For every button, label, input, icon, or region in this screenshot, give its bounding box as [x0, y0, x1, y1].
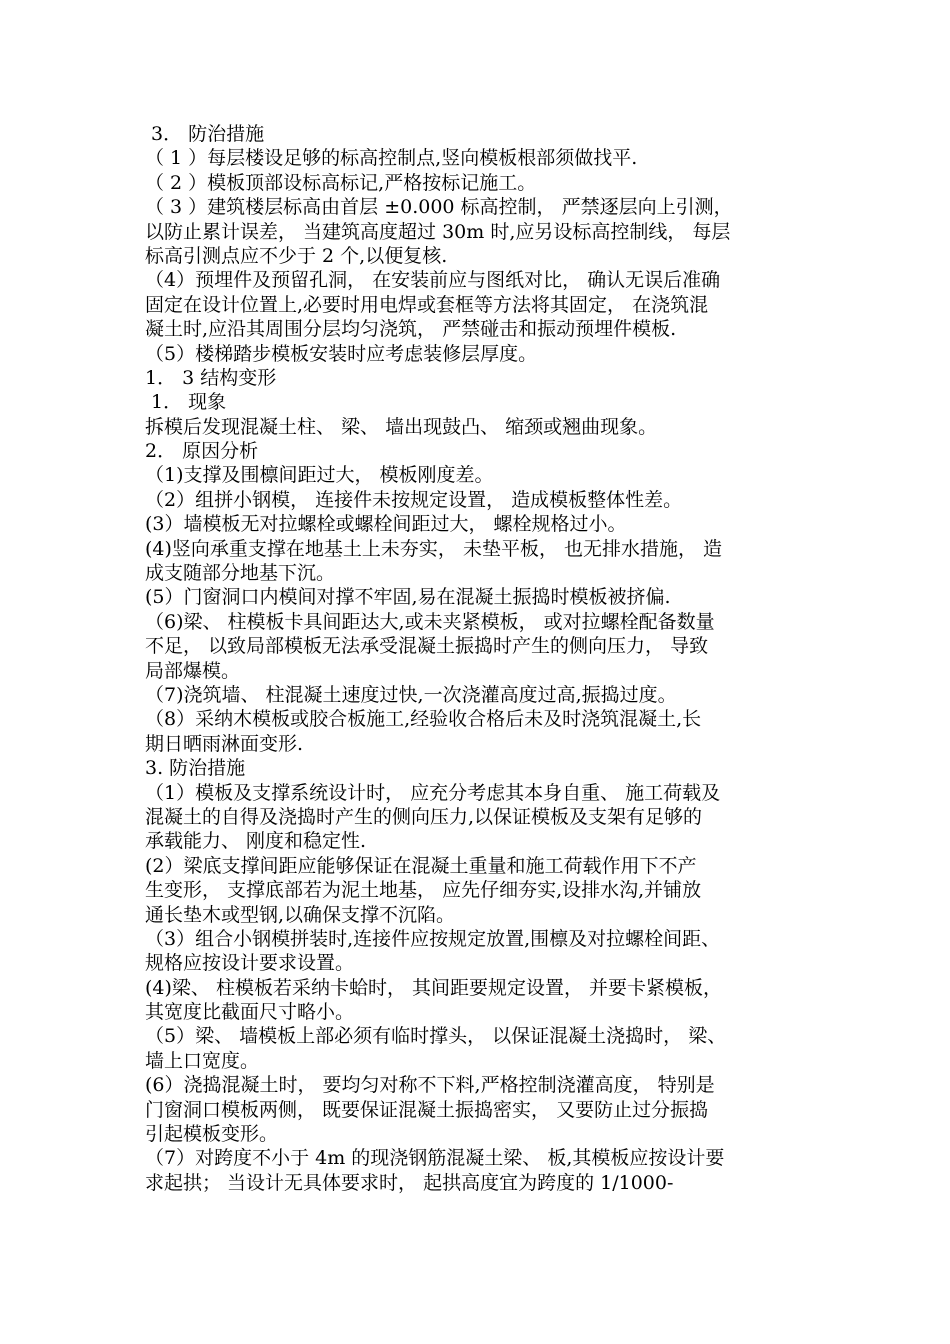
- subsection-heading: 1． 现象: [145, 391, 227, 414]
- paragraph-line: （5）梁、 墙模板上部必须有临时撑头， 以保证混凝土浇捣时， 梁、: [145, 1025, 727, 1048]
- paragraph-line: 通长垫木或型钢,以确保支撑不沉陷。: [145, 903, 456, 926]
- paragraph-line: 以防止累计误差， 当建筑高度超过 30m 时,应另设标高控制线， 每层: [145, 220, 731, 243]
- paragraph-line: （ 3 ）建筑楼层标高由首层 ±0.000 标高控制， 严禁逐层向上引测，: [145, 196, 733, 219]
- paragraph-line: （6)梁、 柱模板卡具间距达大,或未夹紧模板， 或对拉螺栓配备数量: [145, 610, 715, 633]
- paragraph-line: （4）预埋件及预留孔洞， 在安装前应与图纸对比， 确认无误后准确: [145, 269, 721, 292]
- paragraph-line: （3）组合小钢模拼装时,连接件应按规定放置,围檩及对拉螺栓间距、: [145, 927, 721, 950]
- paragraph-line: 局部爆模。: [145, 659, 241, 682]
- paragraph-line: 凝土时,应沿其周围分层均匀浇筑， 严禁碰击和振动预埋件模板.: [145, 318, 677, 341]
- paragraph-line: 混凝土的自得及浇捣时产生的侧向压力,以保证模板及支架有足够的: [145, 805, 703, 828]
- paragraph-line: 引起模板变形。: [145, 1123, 279, 1146]
- paragraph-line: 规格应按设计要求设置。: [145, 952, 355, 975]
- paragraph-line: （1)支撑及围檩间距过大， 模板刚度差。: [145, 464, 494, 487]
- subsection-heading: 3. 防治措施: [145, 757, 246, 780]
- paragraph-line: (3）墙模板无对拉螺栓或螺栓间距过大， 螺栓规格过小。: [145, 513, 627, 536]
- paragraph-line: 其宽度比截面尺寸略小。: [145, 1001, 355, 1024]
- paragraph-line: 成支随部分地基下沉。: [145, 562, 336, 585]
- paragraph-line: (5）门窗洞口内模间对撑不牢固,易在混凝土振捣时模板被挤偏.: [145, 586, 671, 609]
- paragraph-line: (4)竖向承重支撑在地基土上未夯实， 未垫平板， 也无排水措施， 造: [145, 537, 723, 560]
- paragraph-line: (6）浇捣混凝土时， 要均匀对称不下料,严格控制浇灌高度， 特别是: [145, 1074, 715, 1097]
- paragraph-line: 门窗洞口模板两侧， 既要保证混凝土振捣密实， 又要防止过分振捣: [145, 1098, 709, 1121]
- paragraph-line: 不足， 以致局部模板无法承受混凝土振捣时产生的侧向压力， 导致: [145, 635, 709, 658]
- paragraph-line: 求起拱； 当设计无具体要求时， 起拱高度宜为跨度的 1/1000-: [145, 1171, 674, 1194]
- document-body: [145, 122, 810, 1195]
- paragraph-line: （5）楼梯踏步模板安装时应考虑装修层厚度。: [145, 342, 538, 365]
- subsection-heading: 2． 原因分析: [145, 440, 259, 463]
- section-heading: 1． 3 结构变形: [145, 366, 277, 389]
- paragraph-line: 生变形， 支撑底部若为泥土地基， 应先仔细夯实,设排水沟,并铺放: [145, 879, 702, 902]
- paragraph-line: （2）组拼小钢模， 连接件未按规定设置， 造成模板整体性差。: [145, 488, 683, 511]
- paragraph-line: 固定在设计位置上,必要时用电焊或套框等方法将其固定， 在浇筑混: [145, 293, 709, 316]
- paragraph-line: (4)梁、 柱模板若采纳卡蛤时， 其间距要规定设置， 并要卡紧模板，: [145, 976, 723, 999]
- paragraph-line: （ 1 ）每层楼设足够的标高控制点,竖向模板根部须做找平.: [145, 147, 638, 170]
- paragraph-line: （ 2 ）模板顶部设标高标记,严格按标记施工。: [145, 171, 537, 194]
- paragraph-line: （8）采纳木模板或胶合板施工,经验收合格后未及时浇筑混凝土,长: [145, 708, 702, 731]
- paragraph-line: （1）模板及支撑系统设计时， 应充分考虑其本身自重、 施工荷载及: [145, 781, 721, 804]
- paragraph-line: (2）梁底支撑间距应能够保证在混凝土重量和施工荷载作用下不产: [145, 854, 697, 877]
- paragraph-line: 拆模后发现混凝土柱、 梁、 墙出现鼓凸、 缩颈或翘曲现象。: [145, 415, 658, 438]
- paragraph-line: 标高引测点应不少于 2 个,以便复核.: [145, 244, 448, 267]
- paragraph-line: （7)浇筑墙、 柱混凝土速度过快,一次浇灌高度过高,振捣过度。: [145, 683, 677, 706]
- paragraph-line: 墙上口宽度。: [145, 1049, 260, 1072]
- paragraph-line: 期日晒雨淋面变形.: [145, 732, 304, 755]
- paragraph-line: 承载能力、 刚度和稳定性.: [145, 830, 367, 853]
- section-heading: 3． 防治措施: [145, 123, 265, 145]
- paragraph-line: （7）对跨度不小于 4m 的现浇钢筋混凝土梁、 板,其模板应按设计要: [145, 1147, 725, 1170]
